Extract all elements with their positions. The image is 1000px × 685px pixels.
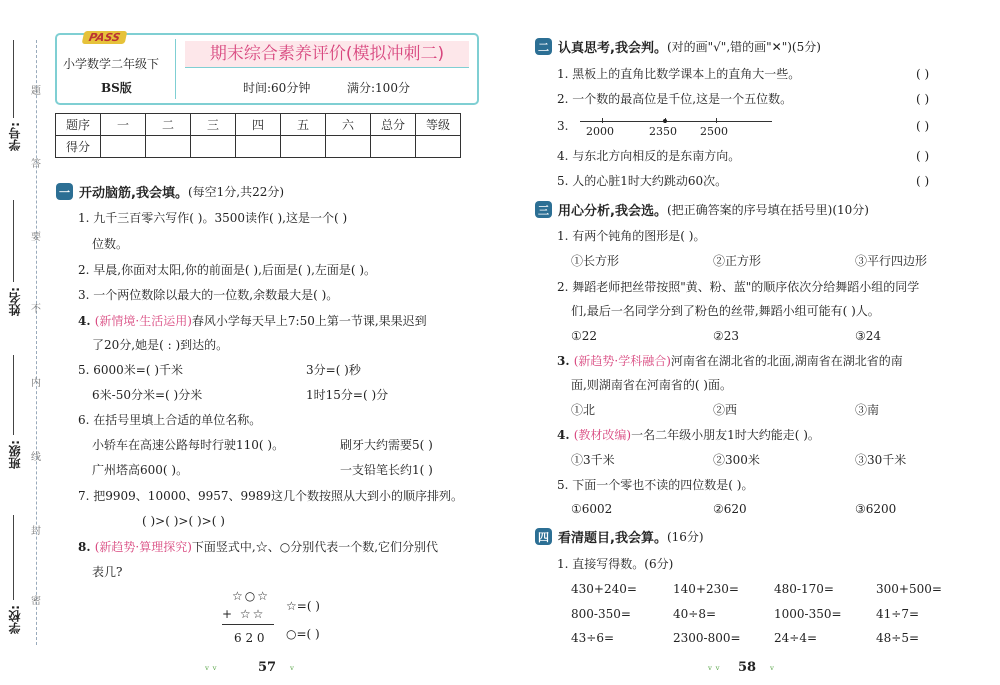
question-text: 一名二年级小朋友1时大约能走( )。 <box>631 428 820 442</box>
option[interactable]: ②300米 <box>713 453 760 467</box>
question-1-3: 3. 一个两位数除以最大的一位数,余数最大是( )。 <box>78 288 339 302</box>
question-text: 春风小学每天早上7:50上第一节课,果果迟到 <box>191 314 427 328</box>
section-number-badge: 二 <box>535 38 552 55</box>
question-2-3: 3. <box>557 119 569 133</box>
number-line-tick <box>602 118 603 123</box>
question-1-7: 7. 把9909、10000、9957、9989这几个数按照从大到小的顺序排列。 <box>78 489 464 503</box>
section-title: 看清题目,我会算。 <box>558 531 667 546</box>
question-1-5d: 1时15分=( )分 <box>306 388 389 402</box>
binding-char: 题 <box>31 86 41 97</box>
score-cell: 总分 <box>371 114 416 136</box>
option[interactable]: ③24 <box>855 329 882 343</box>
question-2-4: 4. 与东北方向相反的是东南方向。 <box>557 149 741 163</box>
number-line-tick <box>716 118 717 123</box>
score-cell: 五 <box>281 114 326 136</box>
option[interactable]: ①北 <box>571 403 596 417</box>
option[interactable]: ①3千米 <box>571 453 615 467</box>
option[interactable]: ②正方形 <box>713 254 762 268</box>
option[interactable]: ①6002 <box>571 502 613 516</box>
question-1-6d: 一支铅笔长约1( ) <box>340 463 433 477</box>
sprout-icon: ᵥ <box>770 660 775 673</box>
question-text: 下面竖式中,☆、○分别代表一个数,它们分别代 <box>191 540 439 554</box>
question-3-3-cont: 面,则湖南省在河南省的( )面。 <box>571 378 732 392</box>
vertical-calc-result: 6 2 0 <box>234 631 265 645</box>
exam-time: 时间:60分钟 <box>243 81 311 95</box>
option[interactable]: ③平行四边形 <box>855 254 928 268</box>
binding-char: 封 <box>31 526 41 537</box>
calc-item: 2300-800= <box>673 631 741 645</box>
option[interactable]: ②620 <box>713 502 747 516</box>
vertical-calc-line-2: + ☆☆ <box>222 607 266 621</box>
binding-char: 不 <box>31 304 41 315</box>
calc-item: 140+230= <box>673 582 739 596</box>
score-header-row <box>56 114 461 136</box>
score-input-cell[interactable] <box>146 136 191 158</box>
question-3-2-cont: 们,最后一名同学分到了粉色的丝带,舞蹈小组可能有( )人。 <box>571 304 880 318</box>
question-tag: (新趋势·算理探究) <box>94 540 192 554</box>
score-cell: 六 <box>326 114 371 136</box>
question-1-8 <box>78 539 438 555</box>
score-cell: 二 <box>146 114 191 136</box>
score-input-cell[interactable] <box>236 136 281 158</box>
question-2-2: 2. 一个数的最高位是千位,这是一个五位数。 <box>557 92 793 106</box>
score-input-cell[interactable] <box>371 136 416 158</box>
question-number: 3. <box>557 354 574 368</box>
question-4-1: 1. 直接写得数。(6分) <box>557 557 674 571</box>
calc-item: 430+240= <box>571 582 637 596</box>
section-3-heading <box>535 200 869 219</box>
score-cell: 得分 <box>56 136 101 158</box>
calc-item: 480-170= <box>774 582 834 596</box>
score-table <box>55 113 461 158</box>
question-3-2: 2. 舞蹈老师把丝带按照"黄、粉、蓝"的顺序依次分给舞蹈小组的同学 <box>557 280 920 294</box>
student-id-label: 学号: <box>8 122 22 151</box>
question-tag: (新趋势·学科融合) <box>573 354 671 368</box>
question-1-5c: 6米-50分米=( )分米 <box>92 388 203 402</box>
binding-char: 内 <box>31 378 41 389</box>
judge-paren[interactable]: ( ) <box>916 119 930 133</box>
question-text: 河南省在湖北省的北面,湖南省在湖北省的南 <box>670 354 903 368</box>
score-value-row <box>56 136 461 158</box>
circle-answer[interactable]: ○=( ) <box>286 627 320 641</box>
full-score: 满分:100分 <box>347 81 410 95</box>
exam-title: 期末综合素养评价(模拟冲刺二) <box>185 41 469 67</box>
option[interactable]: ①22 <box>571 329 598 343</box>
number-line <box>580 121 772 122</box>
question-1-4-cont: 了20分,她是( : )到达的。 <box>92 338 229 352</box>
score-cell: 题序 <box>56 114 101 136</box>
question-1-7-answer[interactable]: ( )>( )>( )>( ) <box>142 514 225 528</box>
score-cell: 三 <box>191 114 236 136</box>
binding-dashed-line <box>36 40 37 645</box>
question-3-3 <box>557 353 903 369</box>
vertical-calc-line-1: ☆○☆ <box>232 589 270 603</box>
question-1-1: 1. 九千三百零六写作( )。3500读作( ),这是一个( ) <box>78 211 348 225</box>
question-number: 4. <box>557 428 574 442</box>
score-cell: 等级 <box>416 114 461 136</box>
exam-header <box>55 33 479 105</box>
school-label: 学校: <box>8 605 22 634</box>
calc-item: 41÷7= <box>876 607 920 621</box>
binding-char: 密 <box>31 596 41 607</box>
section-title: 用心分析,我会选。 <box>558 204 667 219</box>
binding-char: 要 <box>31 232 41 243</box>
title-underline <box>185 67 469 68</box>
score-input-cell[interactable] <box>101 136 146 158</box>
calc-item: 300+500= <box>876 582 942 596</box>
option[interactable]: ③南 <box>855 403 880 417</box>
sprout-icon: ᵥ <box>290 660 295 673</box>
star-answer[interactable]: ☆=( ) <box>286 599 320 613</box>
score-input-cell[interactable] <box>191 136 236 158</box>
question-3-5: 5. 下面一个零也不读的四位数是( )。 <box>557 478 754 492</box>
judge-paren[interactable]: ( ) <box>916 67 930 81</box>
student-id-line[interactable] <box>13 40 14 118</box>
grade-subtitle: 小学数学二年级下 <box>63 57 160 71</box>
binding-char: 答 <box>31 159 41 170</box>
question-1-8-cont: 表几? <box>92 565 123 579</box>
score-cell: 一 <box>101 114 146 136</box>
number-line-label: 2500 <box>700 125 728 138</box>
option[interactable]: ①长方形 <box>571 254 620 268</box>
pass-logo: PASS <box>82 31 128 44</box>
school-line[interactable] <box>13 515 14 600</box>
class-line[interactable] <box>13 355 14 435</box>
header-divider <box>175 39 176 99</box>
score-input-cell[interactable] <box>281 136 326 158</box>
question-3-1: 1. 有两个钝角的图形是( )。 <box>557 229 706 243</box>
number-line-point <box>663 119 667 123</box>
question-2-1: 1. 黑板上的直角比数学课本上的直角大一些。 <box>557 67 801 81</box>
binding-char: 线 <box>31 452 41 463</box>
judge-paren[interactable]: ( ) <box>916 92 930 106</box>
binding-margin <box>0 0 44 685</box>
question-2-5: 5. 人的心脏1时大约跳动60次。 <box>557 174 728 188</box>
score-input-cell[interactable] <box>416 136 461 158</box>
calc-item: 800-350= <box>571 607 631 621</box>
calc-item: 24÷4= <box>774 631 818 645</box>
question-1-1-cont: 位数。 <box>92 237 129 251</box>
section-note: (每空1分,共22分) <box>187 185 285 199</box>
page-number-right: 58 <box>738 660 757 675</box>
score-cell: 四 <box>236 114 281 136</box>
page-number-left: 57 <box>258 660 277 675</box>
question-tag: (新情境·生活运用) <box>94 314 192 328</box>
option[interactable]: ③30千米 <box>855 453 907 467</box>
number-line-label: 2000 <box>586 125 614 138</box>
calc-item: 40÷8= <box>673 607 717 621</box>
section-note: (把正确答案的序号填在括号里)(10分) <box>666 203 869 217</box>
question-1-4 <box>78 313 427 329</box>
section-note: (16分) <box>666 530 704 544</box>
score-input-cell[interactable] <box>326 136 371 158</box>
question-1-6b: 刷牙大约需要5( ) <box>340 438 433 452</box>
sprout-icon: ᵥ ᵥ <box>205 660 217 673</box>
vertical-calc-rule <box>222 624 274 625</box>
question-3-4 <box>557 427 820 443</box>
section-number-badge: 一 <box>56 183 73 200</box>
option[interactable]: ③6200 <box>855 502 897 516</box>
class-label: 班级: <box>8 440 22 469</box>
name-line[interactable] <box>13 200 14 282</box>
question-1-6: 6. 在括号里填上合适的单位名称。 <box>78 413 262 427</box>
question-1-5b: 3分=( )秒 <box>306 363 361 377</box>
option[interactable]: ②西 <box>713 403 738 417</box>
section-2-heading <box>535 37 821 56</box>
question-1-6a: 小轿车在高速公路每时行驶110( )。 <box>92 438 285 452</box>
section-title: 开动脑筋,我会填。 <box>79 186 188 201</box>
question-1-6c: 广州塔高600( )。 <box>92 463 189 477</box>
section-note: (对的画"√",错的画"✕")(5分) <box>666 40 821 54</box>
question-number: 4. <box>78 314 95 328</box>
section-title: 认真思考,我会判。 <box>558 41 667 56</box>
judge-paren[interactable]: ( ) <box>916 149 930 163</box>
option[interactable]: ②23 <box>713 329 740 343</box>
question-tag: (教材改编) <box>573 428 632 442</box>
question-number: 8. <box>78 540 95 554</box>
name-label: 姓名: <box>8 287 22 316</box>
sprout-icon: ᵥ ᵥ <box>708 660 720 673</box>
section-number-badge: 三 <box>535 201 552 218</box>
question-1-2: 2. 早晨,你面对太阳,你的前面是( ),后面是( ),左面是( )。 <box>78 263 377 277</box>
calc-item: 48÷5= <box>876 631 920 645</box>
section-number-badge: 四 <box>535 528 552 545</box>
section-1-heading <box>56 182 284 201</box>
calc-item: 43÷6= <box>571 631 615 645</box>
judge-paren[interactable]: ( ) <box>916 174 930 188</box>
edition-label: BS版 <box>101 81 132 95</box>
section-4-heading <box>535 527 704 546</box>
calc-item: 1000-350= <box>774 607 842 621</box>
number-line-label: 2350 <box>649 125 677 138</box>
question-1-5a: 5. 6000米=( )千米 <box>78 363 184 377</box>
